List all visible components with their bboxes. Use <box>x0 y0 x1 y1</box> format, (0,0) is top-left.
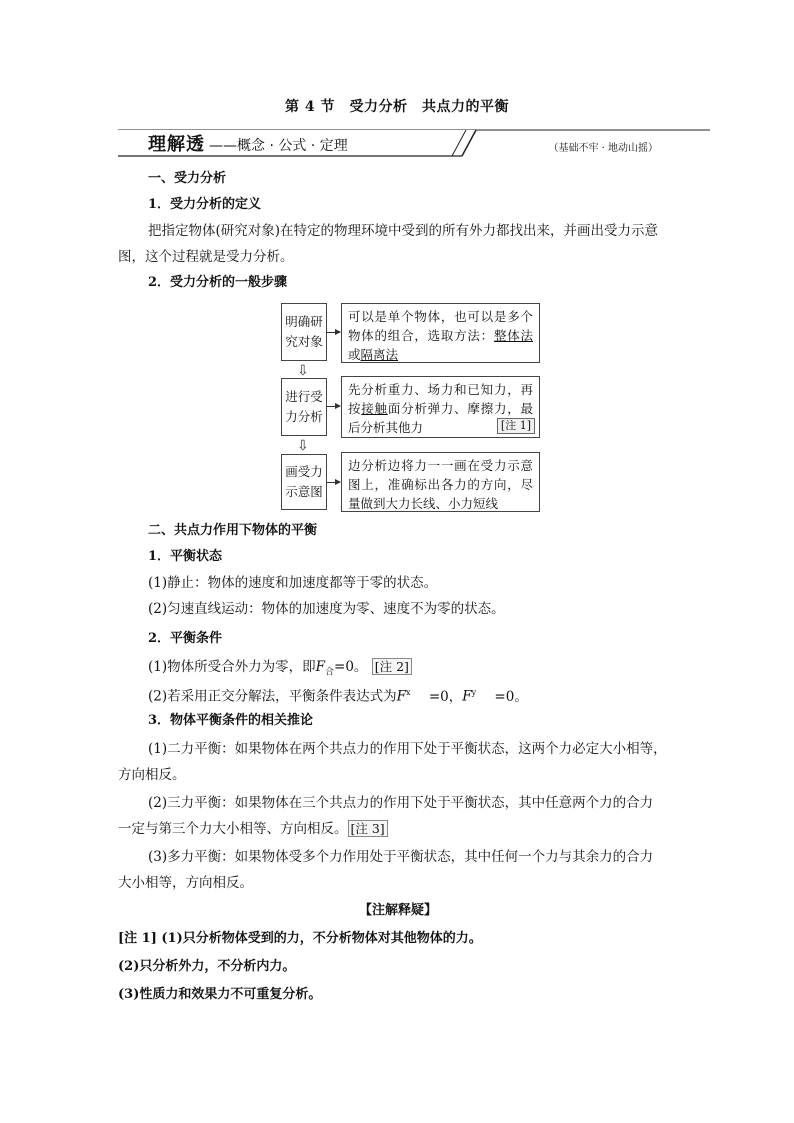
flow-step-1-term-1: 整体法 <box>493 328 533 343</box>
s2-item2-superscript-y: y <box>471 688 477 697</box>
note-3-tag: [注 3] <box>348 820 388 837</box>
flow-step-2-note: [注 1] <box>497 418 535 434</box>
section2-s3-item2-line2 <box>118 816 678 842</box>
section2-s2-item2 <box>148 680 708 710</box>
s2-item1-subscript: 合 <box>325 667 335 678</box>
s2-item2-superscript-x: x <box>406 688 411 697</box>
s2-item1-eq: =0。 <box>334 659 368 675</box>
section1-sub1-line2: 图，这个过程就是受力分析。 <box>118 249 294 265</box>
s3-item2-line2-text: 一定与第三个力大小相等、方向相反。 <box>118 821 348 837</box>
banner-title <box>148 130 348 154</box>
section2-s3-item3-line2: 大小相等，方向相反。 <box>118 875 253 891</box>
flow-arrow-1 <box>327 332 340 333</box>
flow-step-3-text: 边分析边将力一一画在受力示意图上，准确标出各力的方向，尽量做到大力长线、小力短线 <box>341 452 540 512</box>
section2-s1-item2: (2)匀速直线运动：物体的加速度为零、速度不为零的状态。 <box>148 601 505 617</box>
flow-step-1-label: 明确研究对象 <box>281 303 327 361</box>
section2-s3-item1-line2: 方向相反。 <box>118 767 186 783</box>
flow-arrow-2 <box>327 406 340 407</box>
note-1-item-2: (2)只分析外力，不分析内力。 <box>118 959 296 974</box>
section2-s3-item1-line1: (1)二力平衡：如果物体在两个共点力的作用下处于平衡状态，这两个力必定大小相等， <box>148 741 667 757</box>
section1-sub2-heading: 2．受力分析的一般步骤 <box>148 275 288 290</box>
flow-step-2-label: 进行受力分析 <box>281 378 327 436</box>
section2-s3-item2-line1: (2)三力平衡：如果物体在三个共点力的作用下处于平衡状态，其中任意两个力的合力 <box>148 795 654 811</box>
flow-step-2-text-b: 面分析弹力、摩擦力，最后分析其他力 <box>348 401 533 435</box>
section1-heading: 一、受力分析 <box>148 171 227 186</box>
s2-item2-eq-x: =0， <box>428 688 463 705</box>
section2-heading: 二、共点力作用下物体的平衡 <box>148 523 318 538</box>
flow-step-1-text-b: 或 <box>348 347 361 362</box>
banner-main-text: 理解透 <box>148 134 205 155</box>
flow-step-1-text <box>341 303 540 363</box>
section2-s3-heading: 3．物体平衡条件的相关推论 <box>148 713 314 728</box>
page-title: 第 4 节 受力分析 共点力的平衡 <box>285 99 509 115</box>
note-2-tag: [注 2] <box>372 658 412 675</box>
flow-arrow-3 <box>327 482 340 483</box>
flow-step-2-term-1: 接触 <box>361 401 388 416</box>
flow-step-2-text-a: 先分析重力、场力和已知力，再按 <box>348 382 533 416</box>
section2-s1-item1: (1)静止：物体的速度和加速度都等于零的状态。 <box>148 575 438 591</box>
banner-right-text: （基础不牢 · 地动山摇） <box>548 143 658 154</box>
flow-step-3-label: 画受力示意图 <box>281 454 327 510</box>
section-banner <box>118 128 710 158</box>
section1-sub1-line1: 把指定物体(研究对象)在特定的物理环境中受到的所有外力都找出来，并画出受力示意 <box>148 223 659 239</box>
notes-heading: 【注解释疑】 <box>358 903 437 918</box>
flow-step-1-text-a: 可以是单个物体，也可以是多个物体的组合，选取方法： <box>348 309 533 343</box>
s2-item1-text: (1)物体所受合外力为零，即 <box>148 659 316 675</box>
section2-s1-heading: 1．平衡状态 <box>148 549 223 564</box>
s2-item2-text: (2)若采用正交分解法，平衡条件表达式为 <box>148 688 397 705</box>
flow-down-arrow-2: ⇩ <box>297 438 309 454</box>
banner-sub-text: ——概念 · 公式 · 定理 <box>209 138 348 154</box>
s2-item2-symbol-x: F <box>396 688 406 705</box>
s2-item1-symbol: F <box>315 659 325 675</box>
s2-item2-eq-y: =0。 <box>494 688 528 705</box>
section2-s3-item3-line1: (3)多力平衡：如果物体受多个力作用处于平衡状态，其中任何一个力与其余力的合力 <box>148 849 654 865</box>
flow-step-2-text <box>341 376 540 438</box>
s2-item2-symbol-y: F <box>462 688 472 705</box>
section2-s2-heading: 2．平衡条件 <box>148 631 223 646</box>
section1-sub1-heading: 1．受力分析的定义 <box>148 197 262 212</box>
flow-down-arrow-1: ⇩ <box>297 363 309 379</box>
note-1-item-3: (3)性质力和效果力不可重复分析。 <box>118 987 322 1002</box>
note-1-item-1: [注 1] (1)只分析物体受到的力，不分析物体对其他物体的力。 <box>118 931 482 946</box>
flow-step-1-term-2: 隔离法 <box>360 347 399 362</box>
